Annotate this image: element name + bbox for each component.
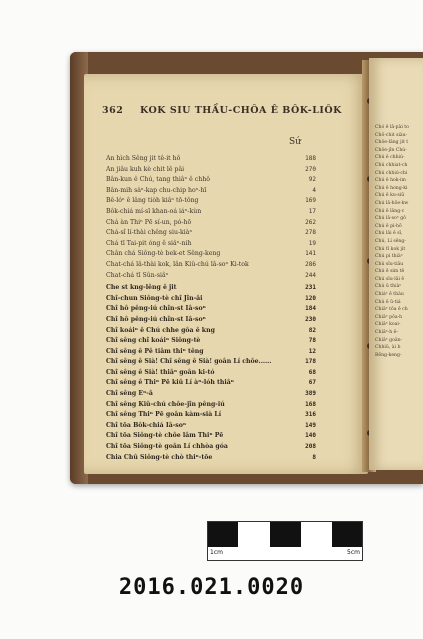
toc-title: Chá tī Tai-pit óng ê siâⁿ-nih	[106, 239, 192, 247]
toc-title: Chia Chû Siông-tè chò thiⁿ-tōe	[106, 453, 213, 461]
right-page-line: Chiâⁿ tōa ê ch	[375, 307, 408, 313]
right-page-line: Chú ê sim tê	[375, 269, 405, 275]
toc-title: Chî sêng Kiû-chú chôe-jîn pêng-iú	[106, 400, 225, 408]
toc-title: Chî sêng chî koáiⁿ Siông-tè	[106, 337, 201, 345]
toc-row	[106, 400, 316, 412]
toc-page-number: 168	[305, 400, 316, 408]
toc-title: Chî-chun Siông-tè chî Jîn-âi	[106, 294, 203, 302]
scale-segment	[332, 522, 362, 547]
toc-page-number: 141	[305, 250, 316, 258]
toc-page-number: 169	[305, 197, 316, 205]
toc-page-number: 262	[305, 218, 316, 226]
toc-title: Chî tōa Siông-tè chôe lâm Thiⁿ Pē	[106, 432, 224, 440]
toc-page-number: 188	[305, 155, 316, 162]
toc-row	[106, 337, 316, 348]
toc-title: Chî tōa Bôk-chiá Iâ-soⁿ	[106, 421, 187, 429]
toc-title: Chî hô pêng-iú chîn-st Iâ-soⁿ	[106, 305, 206, 313]
table-of-contents	[106, 155, 316, 464]
toc-title: Chat-chá tī Sûn-siâⁿ	[106, 271, 169, 279]
right-page-line: Chú ê chhiú-	[375, 155, 405, 161]
toc-row	[106, 197, 316, 208]
toc-title: Chân chá Siông-tè bek-et Sêng-keng	[106, 250, 221, 258]
toc-page-number: 244	[305, 271, 316, 279]
toc-page-number: 270	[305, 165, 316, 173]
right-page-line: Chiâⁿ koai-	[375, 322, 401, 328]
toc-row	[106, 294, 316, 306]
toc-title: Bôk-chiá mí-sī khan-oá iáⁿ-kùn	[106, 207, 202, 215]
toc-page-number: 178	[305, 358, 316, 366]
toc-page-number: 231	[305, 284, 316, 292]
toc-row	[106, 186, 316, 198]
toc-row	[106, 271, 316, 283]
scale-label-right: 5cm	[347, 549, 360, 556]
toc-row	[106, 207, 316, 219]
right-page-line: Chú ê pì-hō	[375, 223, 402, 229]
right-page-line: Chú ê hok-im	[375, 178, 406, 184]
toc-page-number: 12	[308, 347, 316, 355]
right-page-line: Chú, Lí sēng-	[375, 238, 406, 244]
toc-row	[106, 443, 316, 454]
toc-row	[106, 218, 316, 230]
toc-title: Chî sêng ê Sià! Chî sêng ê Sià! goân Lí chôe......	[106, 358, 272, 366]
toc-row	[106, 358, 316, 369]
toc-page-number: 17	[308, 207, 316, 215]
right-page-line: Chú pì thiàⁿ	[375, 254, 403, 260]
toc-page-number: 120	[305, 294, 316, 302]
right-page-line: Chú ê hong-ki	[375, 185, 408, 191]
toc-page-number: 286	[305, 260, 316, 268]
toc-row	[106, 432, 316, 443]
toc-row	[106, 326, 316, 338]
right-page-line: Chiâⁿ pōa-h	[375, 314, 403, 320]
toc-page-number: 389	[305, 390, 316, 398]
right-page-line: Chú sīu-lâi ê	[375, 276, 405, 282]
right-page-line: Chú chhiat-ch	[375, 162, 408, 168]
toc-title: Bân-mih sa̍ⁿ-kap chu-chip hoⁿ-hī	[106, 186, 207, 194]
right-page-line: Chiáⁿ ê thàu	[375, 292, 404, 298]
toc-row	[106, 260, 316, 272]
toc-row	[106, 347, 316, 359]
toc-title: Bân-kun ê Chú, tang thiâⁿ ê chhô	[106, 176, 210, 184]
right-page-line: Chú lâ-soⁿ gô	[375, 216, 406, 222]
toc-row	[106, 368, 316, 380]
toc-row	[106, 379, 316, 390]
toc-page-number: 140	[305, 432, 316, 440]
toc-page-number: 8	[312, 453, 316, 461]
right-page-line: Chôe-lâng jit t	[375, 140, 409, 146]
toc-page-number: 316	[305, 411, 316, 419]
right-page-line: Chiâⁿ-h ê-	[375, 330, 398, 336]
scale-label-left: 1cm	[210, 549, 223, 556]
scale-segment	[208, 522, 238, 547]
toc-title: Chî sêng Eⁿ-â	[106, 390, 153, 398]
toc-row	[106, 284, 316, 295]
right-page-line: Chú chhiú-chi	[375, 170, 408, 176]
right-page-line: Chô-chit siàu-	[375, 132, 408, 138]
toc-page-number: 4	[312, 186, 316, 194]
toc-row	[106, 305, 316, 316]
accession-number: 2016.021.0020	[118, 575, 305, 600]
right-page-line: Chú ū thiàⁿ	[375, 284, 402, 290]
toc-row	[106, 315, 316, 327]
toc-title: An hìch Sêng jit tê-it hô	[106, 155, 181, 162]
toc-page-number: 19	[308, 239, 316, 247]
toc-page-number: 92	[308, 176, 316, 184]
toc-title: Chî sêng ê Thiⁿ Pē kiû Lí àⁿ-lóh thiâⁿ	[106, 379, 234, 387]
toc-title: An jiâu kuh kè chit lê pâi	[106, 165, 185, 173]
toc-row	[106, 155, 316, 166]
right-page-line: Chó ê lâ-pài to	[375, 125, 409, 130]
toc-title: Chî sêng ê Pê tiâm thiⁿ têng	[106, 347, 204, 355]
toc-row	[106, 165, 316, 177]
toc-title: Chá-sî lí-thài chêng siu-kiàⁿ	[106, 229, 193, 237]
toc-row	[106, 176, 316, 187]
toc-row	[106, 421, 316, 433]
scale-segment	[270, 522, 301, 547]
toc-title: Chá àn Thiⁿ Pē sí-un, pó-hō	[106, 218, 192, 226]
toc-row	[106, 390, 316, 401]
right-page	[369, 58, 423, 470]
toc-page-number: 184	[305, 305, 316, 313]
toc-row	[106, 239, 316, 251]
right-page-line: Chú lâ-hōe-kw	[375, 200, 409, 206]
right-page-line: Chôe-jîn Chú-	[375, 147, 407, 153]
right-page-line: Chú ê ū-tiá	[375, 299, 401, 305]
right-page-line: Chú ê ku-siū	[375, 193, 405, 199]
right-page-line: Chú ê lâng-c	[375, 208, 405, 214]
right-page-line: Chú sīu-tiâu	[375, 261, 404, 267]
toc-page-number: 68	[308, 368, 316, 376]
page-header	[102, 105, 364, 119]
right-page-text	[375, 124, 423, 359]
scale-bar	[207, 521, 363, 561]
toc-title: Chî tōa Siông-tè goân Lí chhòa góa	[106, 443, 228, 451]
left-page	[84, 74, 368, 474]
toc-title: Chî hô pêng-iú chîn-st Iâ-soⁿ	[106, 315, 206, 323]
toc-title: Chî sêng Thiⁿ Pē goân kàm-sià Lí	[106, 411, 222, 419]
toc-title: Chat-chá lâ-thài kok, lân Kiû-chú lâ-soⁿ Ki-tok	[106, 260, 249, 268]
toc-title: Chî koáiⁿ ê Chú chhe gôa ê kng	[106, 326, 215, 334]
toc-page-number: 208	[305, 443, 316, 451]
right-page-line: Bēng-keng-	[375, 352, 402, 358]
toc-row	[106, 229, 316, 240]
toc-page-number: 278	[305, 229, 316, 237]
toc-page-number: 149	[305, 421, 316, 429]
toc-page-number: 78	[308, 337, 316, 345]
toc-row	[106, 250, 316, 261]
toc-row	[106, 411, 316, 422]
toc-page-number: 82	[308, 326, 316, 334]
toc-page-number: 230	[305, 315, 316, 323]
toc-title: Bê-lóⁿ ê lâng tiòh kiâⁿ tō-tông	[106, 197, 199, 205]
toc-title: Che st kng-lêng ê jit	[106, 284, 177, 292]
toc-title: Chî sêng ê Sià! thiâⁿ goân ki-tó	[106, 368, 215, 376]
right-page-line: Chhiû, ài b	[375, 345, 401, 351]
page-number: 362	[102, 105, 124, 116]
column-header: Sứ	[289, 137, 301, 147]
right-page-line: Chú lâi ê sī,	[375, 231, 403, 237]
page-title: KOK SIU THẦU-CHÔA Ê BÔK-LIÔK	[140, 105, 342, 116]
right-page-line: Chú tī kok jit	[375, 246, 406, 252]
toc-row	[106, 453, 316, 465]
toc-page-number: 67	[308, 379, 316, 387]
right-page-line: Chiâⁿ goân-	[375, 337, 403, 343]
